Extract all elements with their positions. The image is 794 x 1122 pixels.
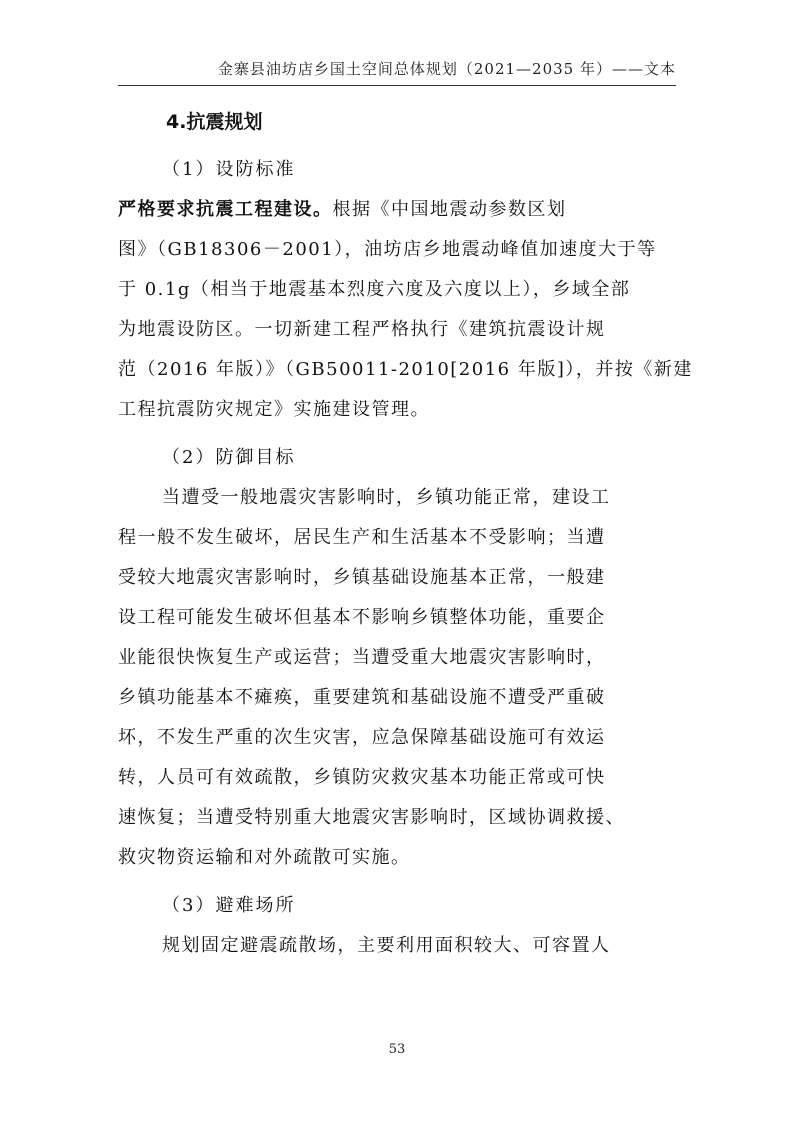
paragraph-line: 图》（GB18306－2001），油坊店乡地震动峰值加速度大于等 <box>118 239 657 260</box>
paragraph-target <box>118 478 678 878</box>
paragraph-line: 速恢复；当遭受特别重大地震灾害影响时，区域协调救援、 <box>118 807 625 828</box>
document-body <box>118 102 693 966</box>
header-rule <box>118 85 676 86</box>
lead-sentence: 严格要求抗震工程建设。 <box>118 199 333 220</box>
running-header: 金寨县油坊店乡国土空间总体规划（2021—2035 年）——文本 <box>217 60 676 78</box>
paragraph-line: 范（2016 年版）》（GB50011-2010[2016 年版]），并按《新建 <box>118 359 693 380</box>
paragraph-line: 转，人员可有效疏散，乡镇防灾救灾基本功能正常或可快 <box>118 767 606 788</box>
paragraph-line: 业能很快恢复生产或运营；当遭受重大地震灾害影响时， <box>118 647 606 668</box>
paragraph-line: 当遭受一般地震灾害影响时，乡镇功能正常，建设工 <box>162 487 611 508</box>
paragraph-line: 工程抗震防灾规定》实施建设管理。 <box>118 399 430 420</box>
paragraph-line: 救灾物资运输和对外疏散可实施。 <box>118 847 411 868</box>
page-number: 53 <box>388 1042 406 1057</box>
subsection-title-target: （2）防御目标 <box>162 447 296 468</box>
paragraph-line: 规划固定避震疏散场，主要利用面积较大、可容置人 <box>162 935 611 956</box>
paragraph-line: 坏，不发生严重的次生灾害，应急保障基础设施可有效运 <box>118 727 606 748</box>
paragraph-line: 受较大地震灾害影响时，乡镇基础设施基本正常，一般建 <box>118 567 606 588</box>
paragraph-standard <box>118 190 693 430</box>
subsection-title-shelter: （3）避难场所 <box>162 895 296 916</box>
paragraph-line: 为地震设防区。一切新建工程严格执行《建筑抗震设计规 <box>118 319 606 340</box>
paragraph-line: 于 0.1g（相当于地震基本烈度六度及六度以上），乡域全部 <box>118 279 631 300</box>
section-title: 4.抗震规划 <box>166 111 263 133</box>
paragraph-line: 严格要求抗震工程建设。根据《中国地震动参数区划 <box>118 199 567 220</box>
paragraph-shelter <box>118 926 678 966</box>
paragraph-line: 乡镇功能基本不瘫痪，重要建筑和基础设施不遭受严重破 <box>118 687 606 708</box>
paragraph-line: 程一般不发生破坏，居民生产和生活基本不受影响；当遭 <box>118 527 606 548</box>
subsection-title-standard: （1）设防标准 <box>162 159 296 180</box>
paragraph-line: 设工程可能发生破坏但基本不影响乡镇整体功能，重要企 <box>118 607 606 628</box>
